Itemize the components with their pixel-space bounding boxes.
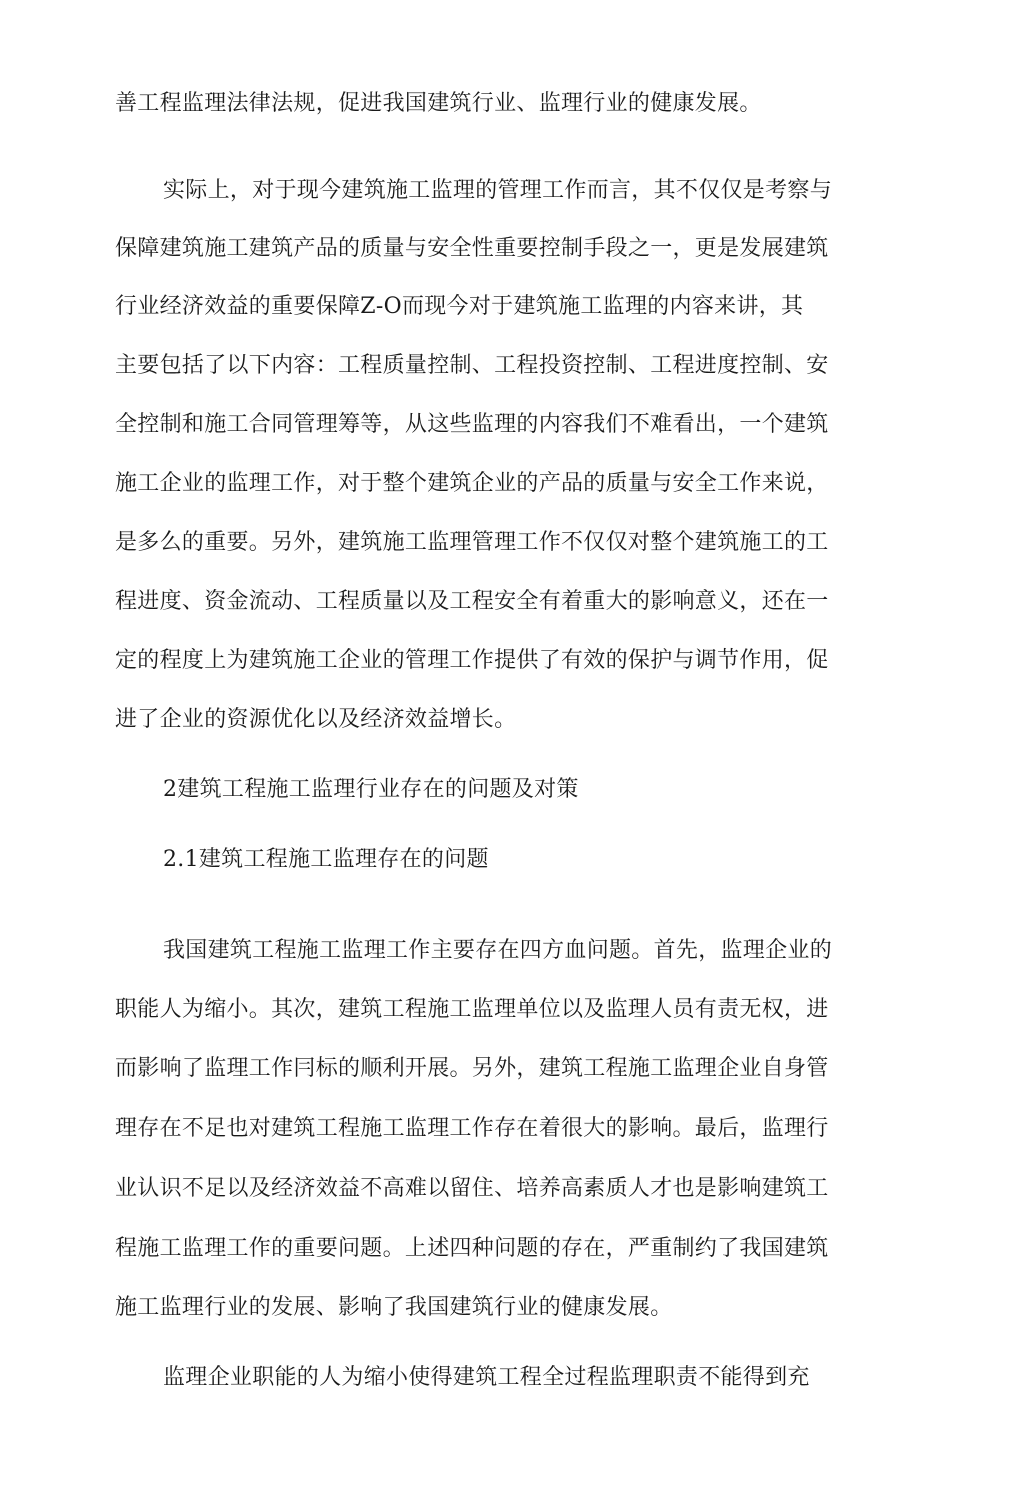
text-line: 施工监理行业的发展、影响了我国建筑行业的健康发展。 [115,1295,673,1320]
text-line: 程施工监理工作的重要问题。上述四种问题的存在，严重制约了我国建筑 [115,1236,829,1261]
text-line: 施工企业的监理工作，对于整个建筑企业的产品的质量与安全工作来说， [115,471,829,496]
text-line: 定的程度上为建筑施工企业的管理工作提供了有效的保护与调节作用，促 [115,648,829,673]
paragraph-first-line: 监理企业职能的人为缩小使得建筑工程全过程监理职责不能得到充 [163,1365,810,1390]
paragraph-first-line: 实际上，对于现今建筑施工监理的管理工作而言，其不仅仅是考察与 [163,178,833,203]
text-line: 职能人为缩小。其次，建筑工程施工监理单位以及监理人员有责无权，进 [115,997,829,1022]
text-line: 善工程监理法律法规，促进我国建筑行业、监理行业的健康发展。 [115,91,762,116]
subsection-heading: 2.1建筑工程施工监理存在的问题 [163,847,489,872]
text-line: 业认识不足以及经济效益不高难以留住、培养高素质人才也是影响建筑工 [115,1176,829,1201]
text-line: 保障建筑施工建筑产品的质量与安全性重要控制手段之一，更是发展建筑 [115,236,829,261]
text-line: 行业经济效益的重要保障Z-O而现今对于建筑施工监理的内容来讲，其 [115,294,804,319]
text-line: 是多么的重要。另外，建筑施工监理管理工作不仅仅对整个建筑施工的工 [115,530,829,555]
text-line: 主要包括了以下内容：工程质量控制、工程投资控制、工程进度控制、安 [115,353,829,378]
text-line: 进了企业的资源优化以及经济效益增长。 [115,707,517,732]
section-heading: 2建筑工程施工监理行业存在的问题及对策 [163,777,579,802]
text-line: 全控制和施工合同管理筹等，从这些监理的内容我们不难看出，一个建筑 [115,412,829,437]
text-line: 而影响了监理工作冃标的顺利开展。另外，建筑工程施工监理企业自身管 [115,1056,829,1081]
text-line: 程进度、资金流动、工程质量以及工程安全有着重大的影响意义，还在一 [115,589,829,614]
text-line: 理存在不足也对建筑工程施工监理工作存在着很大的影响。最后，监理行 [115,1116,829,1141]
paragraph-first-line: 我国建筑工程施工监理工作主要存在四方血问题。首先，监理企业的 [163,938,833,963]
